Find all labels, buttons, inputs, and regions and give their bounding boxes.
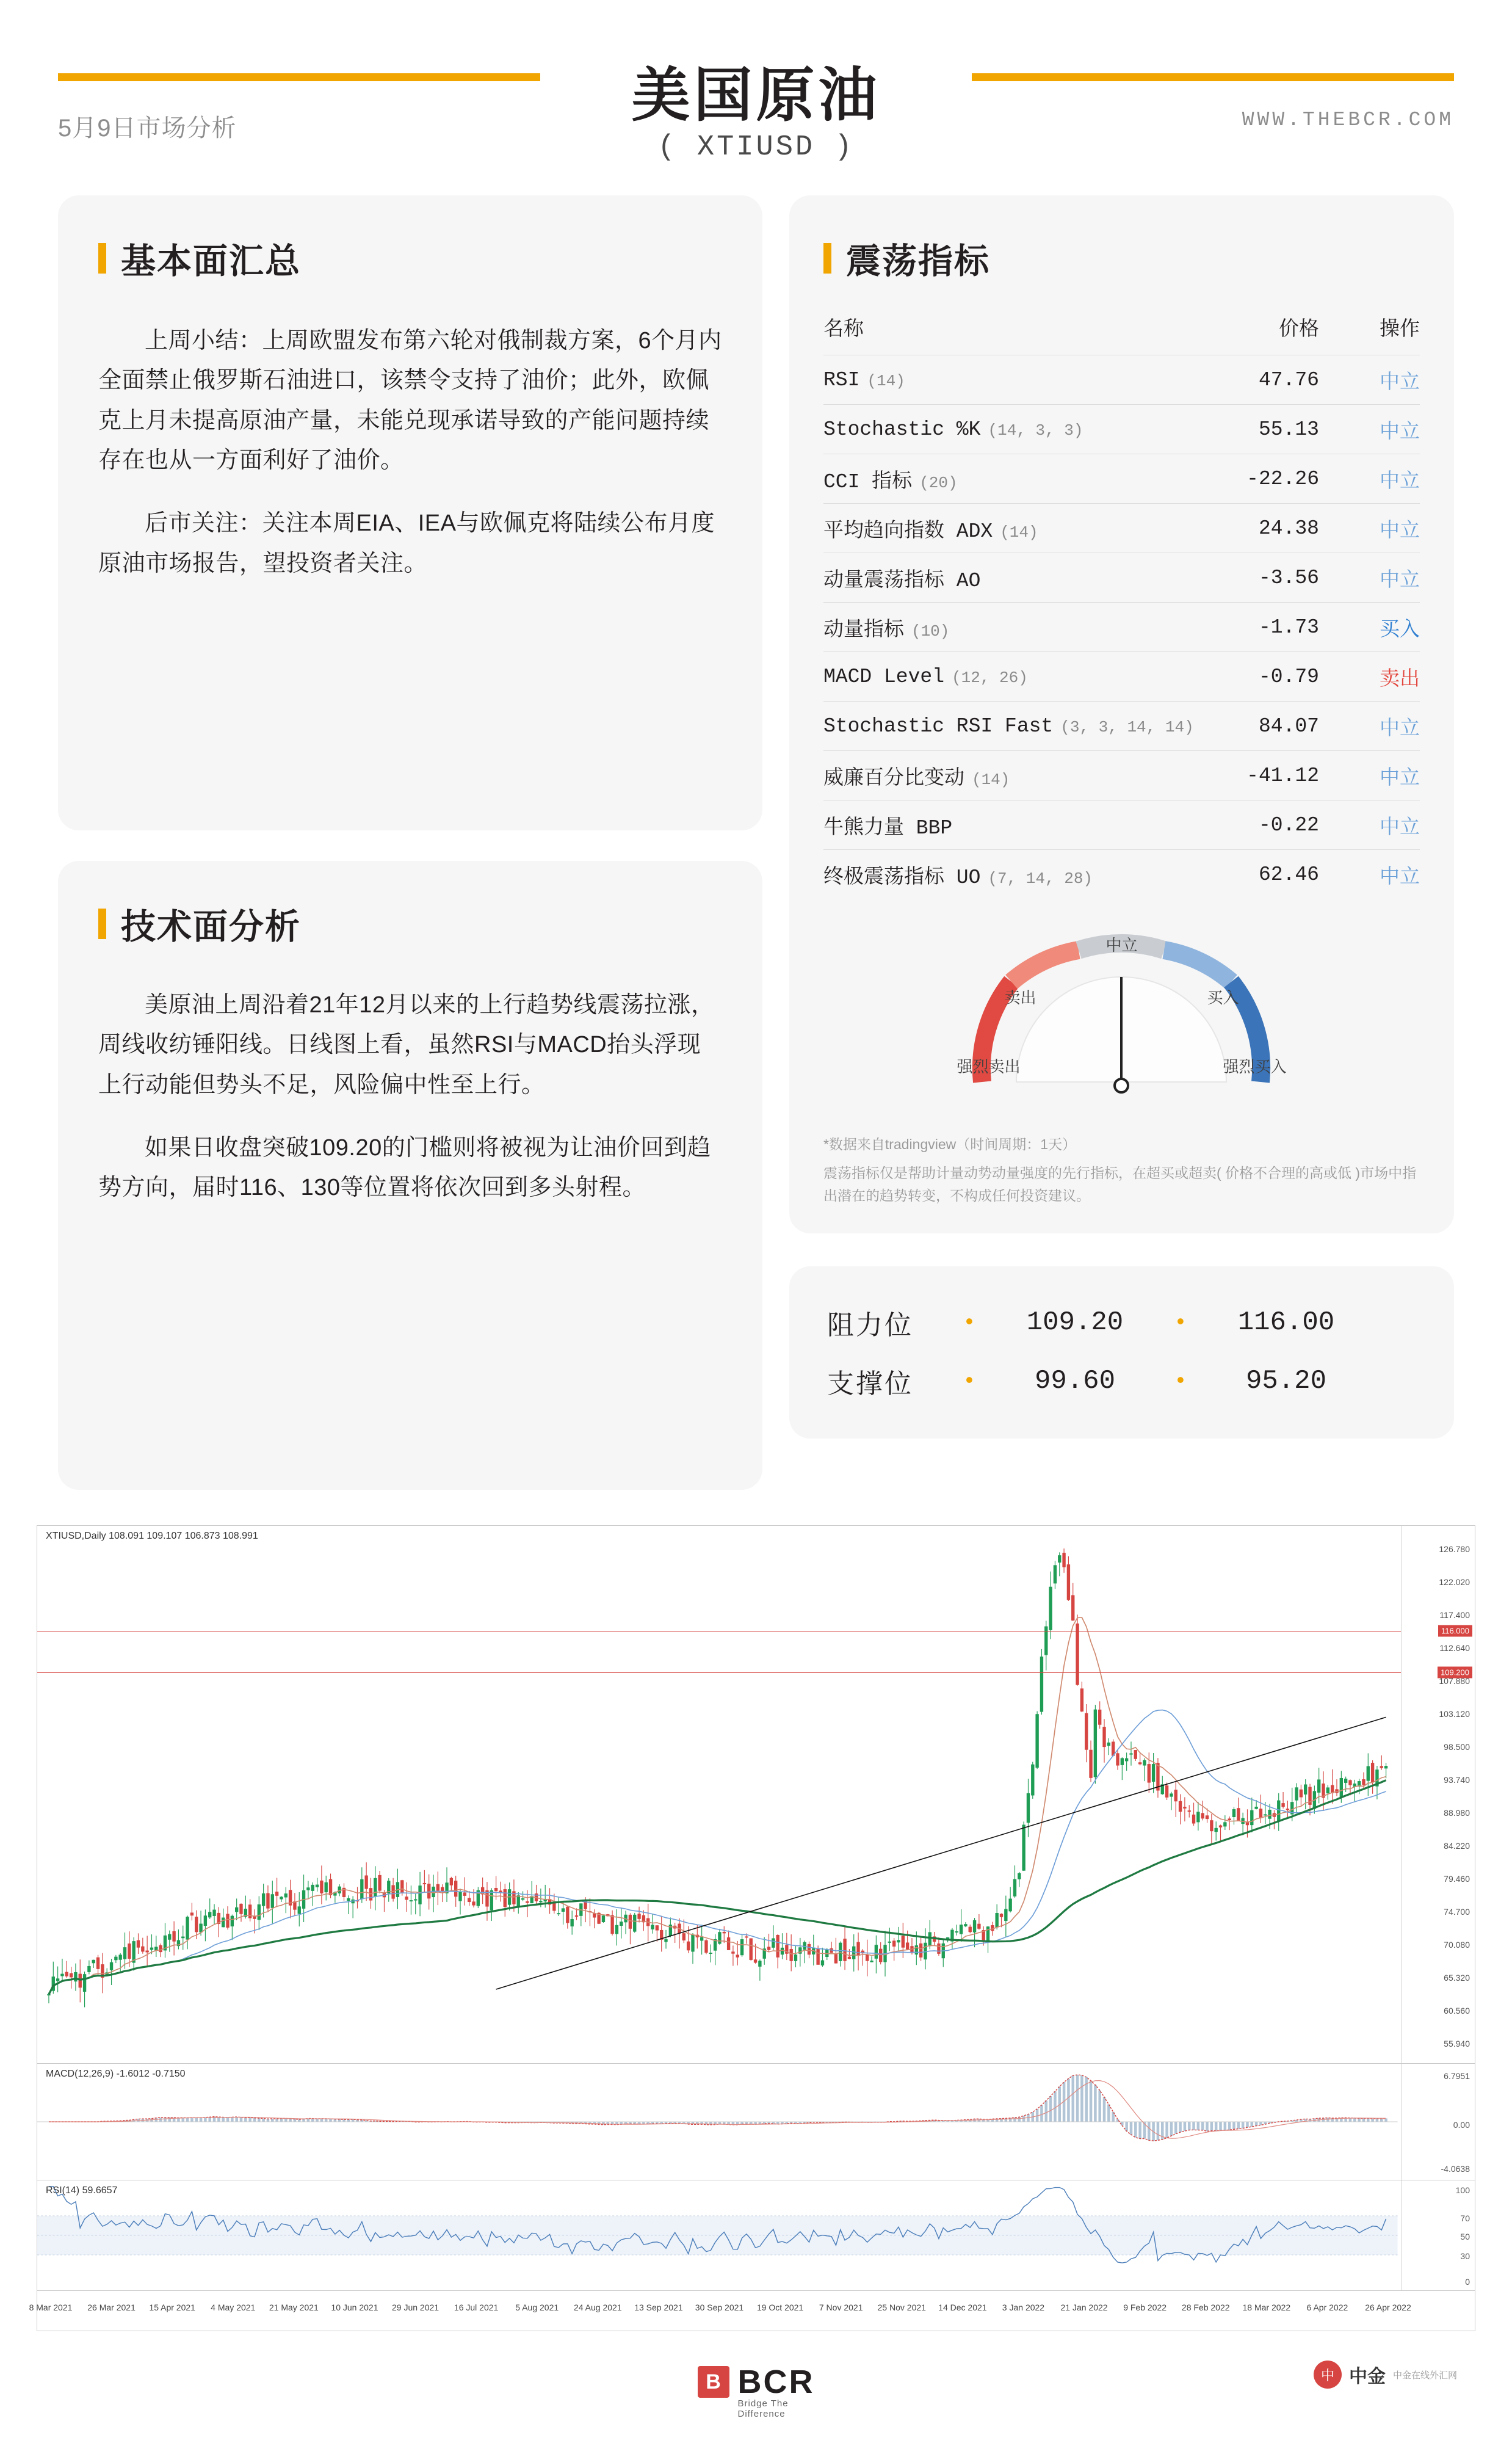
gauge-label-neutral: 中立 xyxy=(1105,936,1138,954)
y-axis-tick: 107.880 xyxy=(1439,1676,1470,1686)
indicator-name xyxy=(823,652,1236,702)
accent-tick-icon xyxy=(98,243,106,274)
left-column xyxy=(58,195,762,1490)
page-footer xyxy=(0,2331,1512,2453)
x-axis-tick: 16 Jul 2021 xyxy=(454,2303,499,2312)
y-axis-tick: 0 xyxy=(1465,2277,1470,2287)
table-row xyxy=(823,850,1420,899)
price-chart-section xyxy=(29,1525,1475,2331)
bullet-icon: • xyxy=(1174,1310,1187,1335)
chart-main-label: XTIUSD,Daily 108.091 109.107 106.873 108.991 xyxy=(46,1531,258,1541)
x-axis-tick: 5 Aug 2021 xyxy=(515,2303,559,2312)
bcr-tagline: Bridge The Difference xyxy=(737,2398,789,2419)
cjw-logo xyxy=(1314,2361,1457,2389)
indicator-name-text: Stochastic %K xyxy=(823,418,981,441)
x-axis-tick: 6 Apr 2022 xyxy=(1306,2303,1348,2312)
x-axis-tick: 4 May 2021 xyxy=(211,2303,256,2312)
chart-main-pane xyxy=(37,1526,1475,2064)
main-y-axis xyxy=(1401,1526,1475,2063)
indicator-name-text: 动量指标 xyxy=(823,619,904,642)
y-axis-tick: 79.460 xyxy=(1444,1874,1470,1884)
bcr-name: BCR xyxy=(737,2364,815,2400)
y-axis-tick: 103.120 xyxy=(1439,1709,1470,1719)
levels-card xyxy=(789,1266,1454,1439)
gauge-graphic xyxy=(950,929,1292,1112)
resistance-row xyxy=(827,1293,1416,1352)
indicator-action: 买入 xyxy=(1337,603,1420,652)
disclaimer-text: 震荡指标仅是帮助计量动势动量强度的先行指标，在超买或超卖( 价格不合理的高或低 )市场中指出潜在的趋势转变，不构成任何投资建议。 xyxy=(823,1164,1417,1203)
x-axis-tick: 25 Nov 2021 xyxy=(877,2303,926,2312)
x-axis-tick: 30 Sep 2021 xyxy=(695,2303,744,2312)
indicator-params: (12, 26) xyxy=(952,669,1028,687)
indicator-name-text: Stochastic RSI Fast xyxy=(823,715,1054,738)
fundamental-body xyxy=(98,321,722,584)
y-axis-tick: 70.080 xyxy=(1444,1940,1470,1950)
x-axis-tick: 13 Sep 2021 xyxy=(634,2303,683,2312)
indicator-name xyxy=(823,751,1236,800)
indicator-name-text: 动量震荡指标 AO xyxy=(823,570,981,592)
cjw-title: 中金 xyxy=(1348,2367,1386,2387)
indicator-params: (14) xyxy=(1000,523,1038,542)
page-subtitle: ( XTIUSD ) xyxy=(657,131,855,164)
indicator-value: 24.38 xyxy=(1236,504,1337,553)
indicator-value: -3.56 xyxy=(1236,553,1337,603)
rsi-y-axis xyxy=(1401,2180,1475,2290)
macd-svg xyxy=(37,2064,1475,2180)
x-axis-tick: 26 Apr 2022 xyxy=(1365,2303,1411,2312)
header-date: 5月9日市场分析 xyxy=(58,115,237,142)
accent-tick-icon xyxy=(98,909,106,939)
y-axis-tick: -4.0638 xyxy=(1441,2164,1470,2174)
indicator-params: (10) xyxy=(911,622,950,641)
indicator-value: 47.76 xyxy=(1236,355,1337,405)
resistance-label: 阻力位 xyxy=(827,1310,913,1341)
indicator-action: 中立 xyxy=(1337,702,1420,751)
indicator-name xyxy=(823,355,1236,405)
macd-y-axis xyxy=(1401,2064,1475,2180)
indicator-name-text: RSI xyxy=(823,369,860,391)
resistance-value-1: 109.20 xyxy=(1026,1307,1124,1338)
indicator-value: 62.46 xyxy=(1236,850,1337,899)
bcr-mark-icon: B xyxy=(698,2366,729,2398)
oscillators-disclaimer xyxy=(823,1133,1420,1207)
indicator-name xyxy=(823,850,1236,899)
gauge-label-buy: 买入 xyxy=(1207,989,1239,1007)
table-row xyxy=(823,702,1420,751)
y-axis-tick: 88.980 xyxy=(1444,1808,1470,1818)
fundamental-title: 基本面汇总 xyxy=(121,242,301,281)
bullet-icon: • xyxy=(963,1310,976,1335)
sentiment-gauge xyxy=(823,916,1420,1117)
x-axis-tick: 28 Feb 2022 xyxy=(1181,2303,1230,2312)
y-axis-tick: 93.740 xyxy=(1444,1775,1470,1785)
gauge-label-strong-sell: 强烈卖出 xyxy=(957,1058,1021,1076)
indicator-name xyxy=(823,603,1236,652)
x-axis-tick: 15 Apr 2021 xyxy=(149,2303,195,2312)
x-axis-tick: 10 Jun 2021 xyxy=(331,2303,378,2312)
col-value: 价格 xyxy=(1279,317,1319,339)
col-name: 名称 xyxy=(823,317,864,339)
indicator-name-text: 平均趋向指数 ADX xyxy=(823,520,993,543)
technical-paragraph-2: 如果日收盘突破109.20的门槛则将被视为让油价回到趋势方向，届时116、130等位置将依次回到多头射程。 xyxy=(98,1135,711,1201)
y-axis-tick: 117.400 xyxy=(1439,1610,1470,1620)
indicator-action: 中立 xyxy=(1337,504,1420,553)
x-axis-tick: 7 Nov 2021 xyxy=(819,2303,863,2312)
y-axis-tick: 100 xyxy=(1455,2185,1470,2195)
indicator-action: 中立 xyxy=(1337,355,1420,405)
indicator-name-text: 牛熊力量 BBP xyxy=(823,817,953,840)
x-axis-tick: 9 Feb 2022 xyxy=(1123,2303,1167,2312)
y-axis-tick: 84.220 xyxy=(1444,1841,1470,1851)
table-row xyxy=(823,800,1420,850)
col-action: 操作 xyxy=(1380,317,1420,339)
accent-tick-icon xyxy=(823,243,831,274)
x-axis-tick: 18 Mar 2022 xyxy=(1242,2303,1291,2312)
oscillators-title: 震荡指标 xyxy=(845,242,990,281)
x-axis-tick: 29 Jun 2021 xyxy=(391,2303,439,2312)
y-axis-tick: 65.320 xyxy=(1444,1973,1470,1983)
table-row xyxy=(823,355,1420,405)
y-axis-tick: 70 xyxy=(1460,2213,1470,2223)
chart-macd-pane xyxy=(37,2064,1475,2180)
bullet-icon: • xyxy=(1174,1368,1187,1394)
indicator-name xyxy=(823,702,1236,751)
page-title: 美国原油 xyxy=(631,63,881,128)
indicator-name xyxy=(823,405,1236,454)
x-axis-tick: 8 Mar 2021 xyxy=(29,2303,73,2312)
indicator-params: (20) xyxy=(919,474,958,492)
indicator-params: (3, 3, 14, 14) xyxy=(1060,718,1194,736)
table-header-row xyxy=(823,313,1420,355)
indicator-action: 中立 xyxy=(1337,454,1420,504)
indicator-action: 中立 xyxy=(1337,800,1420,850)
price-badge-109: 109.200 xyxy=(1438,1667,1472,1679)
indicator-value: -0.79 xyxy=(1236,652,1337,702)
bcr-logo xyxy=(698,2363,815,2419)
indicator-action: 中立 xyxy=(1337,553,1420,603)
chart-rsi-label: RSI(14) 59.6657 xyxy=(46,2185,118,2196)
indicator-value: -22.26 xyxy=(1236,454,1337,504)
right-column xyxy=(789,195,1454,1490)
content-columns xyxy=(0,195,1512,1490)
y-axis-tick: 74.700 xyxy=(1444,1907,1470,1917)
indicator-name xyxy=(823,800,1236,850)
gauge-label-sell: 卖出 xyxy=(1004,989,1036,1007)
support-value-1: 99.60 xyxy=(1034,1366,1115,1397)
indicator-action: 中立 xyxy=(1337,751,1420,800)
y-axis-tick: 126.780 xyxy=(1439,1544,1470,1554)
x-axis-tick: 14 Dec 2021 xyxy=(938,2303,987,2312)
technical-title: 技术面分析 xyxy=(121,907,301,946)
indicator-value: -0.22 xyxy=(1236,800,1337,850)
x-axis-tick: 21 May 2021 xyxy=(269,2303,319,2312)
indicator-action: 中立 xyxy=(1337,850,1420,899)
table-row xyxy=(823,652,1420,702)
resistance-line-109 xyxy=(37,1672,1402,1673)
x-axis-tick: 3 Jan 2022 xyxy=(1002,2303,1045,2312)
bullet-icon: • xyxy=(963,1368,976,1394)
resistance-value-2: 116.00 xyxy=(1237,1307,1335,1338)
price-badge-116: 116.000 xyxy=(1438,1625,1472,1637)
rsi-svg xyxy=(37,2180,1475,2290)
y-axis-tick: 55.940 xyxy=(1444,2039,1470,2049)
table-row xyxy=(823,504,1420,553)
y-axis-tick: 122.020 xyxy=(1439,1577,1470,1587)
oscillators-title-row xyxy=(823,233,1420,283)
technical-body xyxy=(98,985,722,1208)
indicator-value: -1.73 xyxy=(1236,603,1337,652)
support-label: 支撑位 xyxy=(827,1369,913,1399)
disclaimer-source: *数据来自tradingview（时间周期：1天） xyxy=(823,1136,1077,1152)
technical-paragraph-1: 美原油上周沿着21年12月以来的上行趋势线震荡拉涨，周线收纺锤阳线。日线图上看，虽然RSI与MACD抬头浮现上行动能但势头不足，风险偏中性至上行。 xyxy=(98,992,715,1098)
indicator-params: (7, 14, 28) xyxy=(988,869,1093,888)
y-axis-tick: 60.560 xyxy=(1444,2006,1470,2016)
indicator-value: 84.07 xyxy=(1236,702,1337,751)
table-row xyxy=(823,405,1420,454)
header-website: WWW.THEBCR.COM xyxy=(1242,109,1454,131)
y-axis-tick: 112.640 xyxy=(1439,1643,1470,1653)
fundamental-title-row xyxy=(98,233,722,283)
y-axis-tick: 30 xyxy=(1460,2251,1470,2261)
candlestick-svg xyxy=(37,1526,1475,2063)
y-axis-tick: 6.7951 xyxy=(1444,2071,1470,2081)
indicator-action: 卖出 xyxy=(1337,652,1420,702)
gauge-label-strong-buy: 强烈买入 xyxy=(1223,1058,1287,1076)
indicator-name xyxy=(823,504,1236,553)
chart-rsi-pane xyxy=(37,2180,1475,2291)
page-header xyxy=(0,0,1512,195)
indicator-name-text: MACD Level xyxy=(823,666,945,688)
cjw-circle-icon: 中 xyxy=(1314,2361,1342,2389)
indicator-value: -41.12 xyxy=(1236,751,1337,800)
indicator-name xyxy=(823,553,1236,603)
chart-macd-label: MACD(12,26,9) -1.6012 -0.7150 xyxy=(46,2069,186,2079)
fundamental-card xyxy=(58,195,762,830)
x-axis-tick: 21 Jan 2022 xyxy=(1060,2303,1108,2312)
support-value-2: 95.20 xyxy=(1245,1366,1326,1397)
fundamental-paragraph-1: 上周小结：上周欧盟发布第六轮对俄制裁方案，6个月内全面禁止俄罗斯石油进口，该禁令支持了油价；此外，欧佩克上月未提高原油产量，未能兑现承诺导致的产能问题持续存在也从一方面利好了油价。 xyxy=(98,328,722,474)
y-axis-tick: 50 xyxy=(1460,2232,1470,2241)
technical-title-row xyxy=(98,899,722,949)
y-axis-tick: 98.500 xyxy=(1444,1742,1470,1752)
table-row xyxy=(823,603,1420,652)
indicator-name-text: 终极震荡指标 UO xyxy=(823,866,981,889)
table-row xyxy=(823,751,1420,800)
gauge-svg xyxy=(950,929,1292,1112)
chart-x-axis xyxy=(29,2292,1475,2331)
indicator-params: (14, 3, 3) xyxy=(988,421,1083,440)
x-axis-tick: 19 Oct 2021 xyxy=(756,2303,804,2312)
indicator-name xyxy=(823,454,1236,504)
indicator-name-text: CCI 指标 xyxy=(823,471,913,493)
oscillators-table xyxy=(823,313,1420,899)
indicator-name-text: 威廉百分比变动 xyxy=(823,768,964,790)
oscillators-card xyxy=(789,195,1454,1233)
y-axis-tick: 0.00 xyxy=(1453,2120,1470,2130)
indicator-action: 中立 xyxy=(1337,405,1420,454)
cjw-subtitle: 中金在线外汇网 xyxy=(1392,2370,1457,2381)
support-row xyxy=(827,1352,1416,1410)
table-row xyxy=(823,454,1420,504)
indicator-value: 55.13 xyxy=(1236,405,1337,454)
indicator-params: (14) xyxy=(971,771,1010,789)
x-axis-tick: 26 Mar 2021 xyxy=(87,2303,136,2312)
technical-card xyxy=(58,861,762,1490)
fundamental-paragraph-2: 后市关注：关注本周EIA、IEA与欧佩克将陆续公布月度原油市场报告，望投资者关注。 xyxy=(98,510,715,576)
table-row xyxy=(823,553,1420,603)
x-axis-tick: 24 Aug 2021 xyxy=(573,2303,622,2312)
indicator-params: (14) xyxy=(867,372,905,390)
